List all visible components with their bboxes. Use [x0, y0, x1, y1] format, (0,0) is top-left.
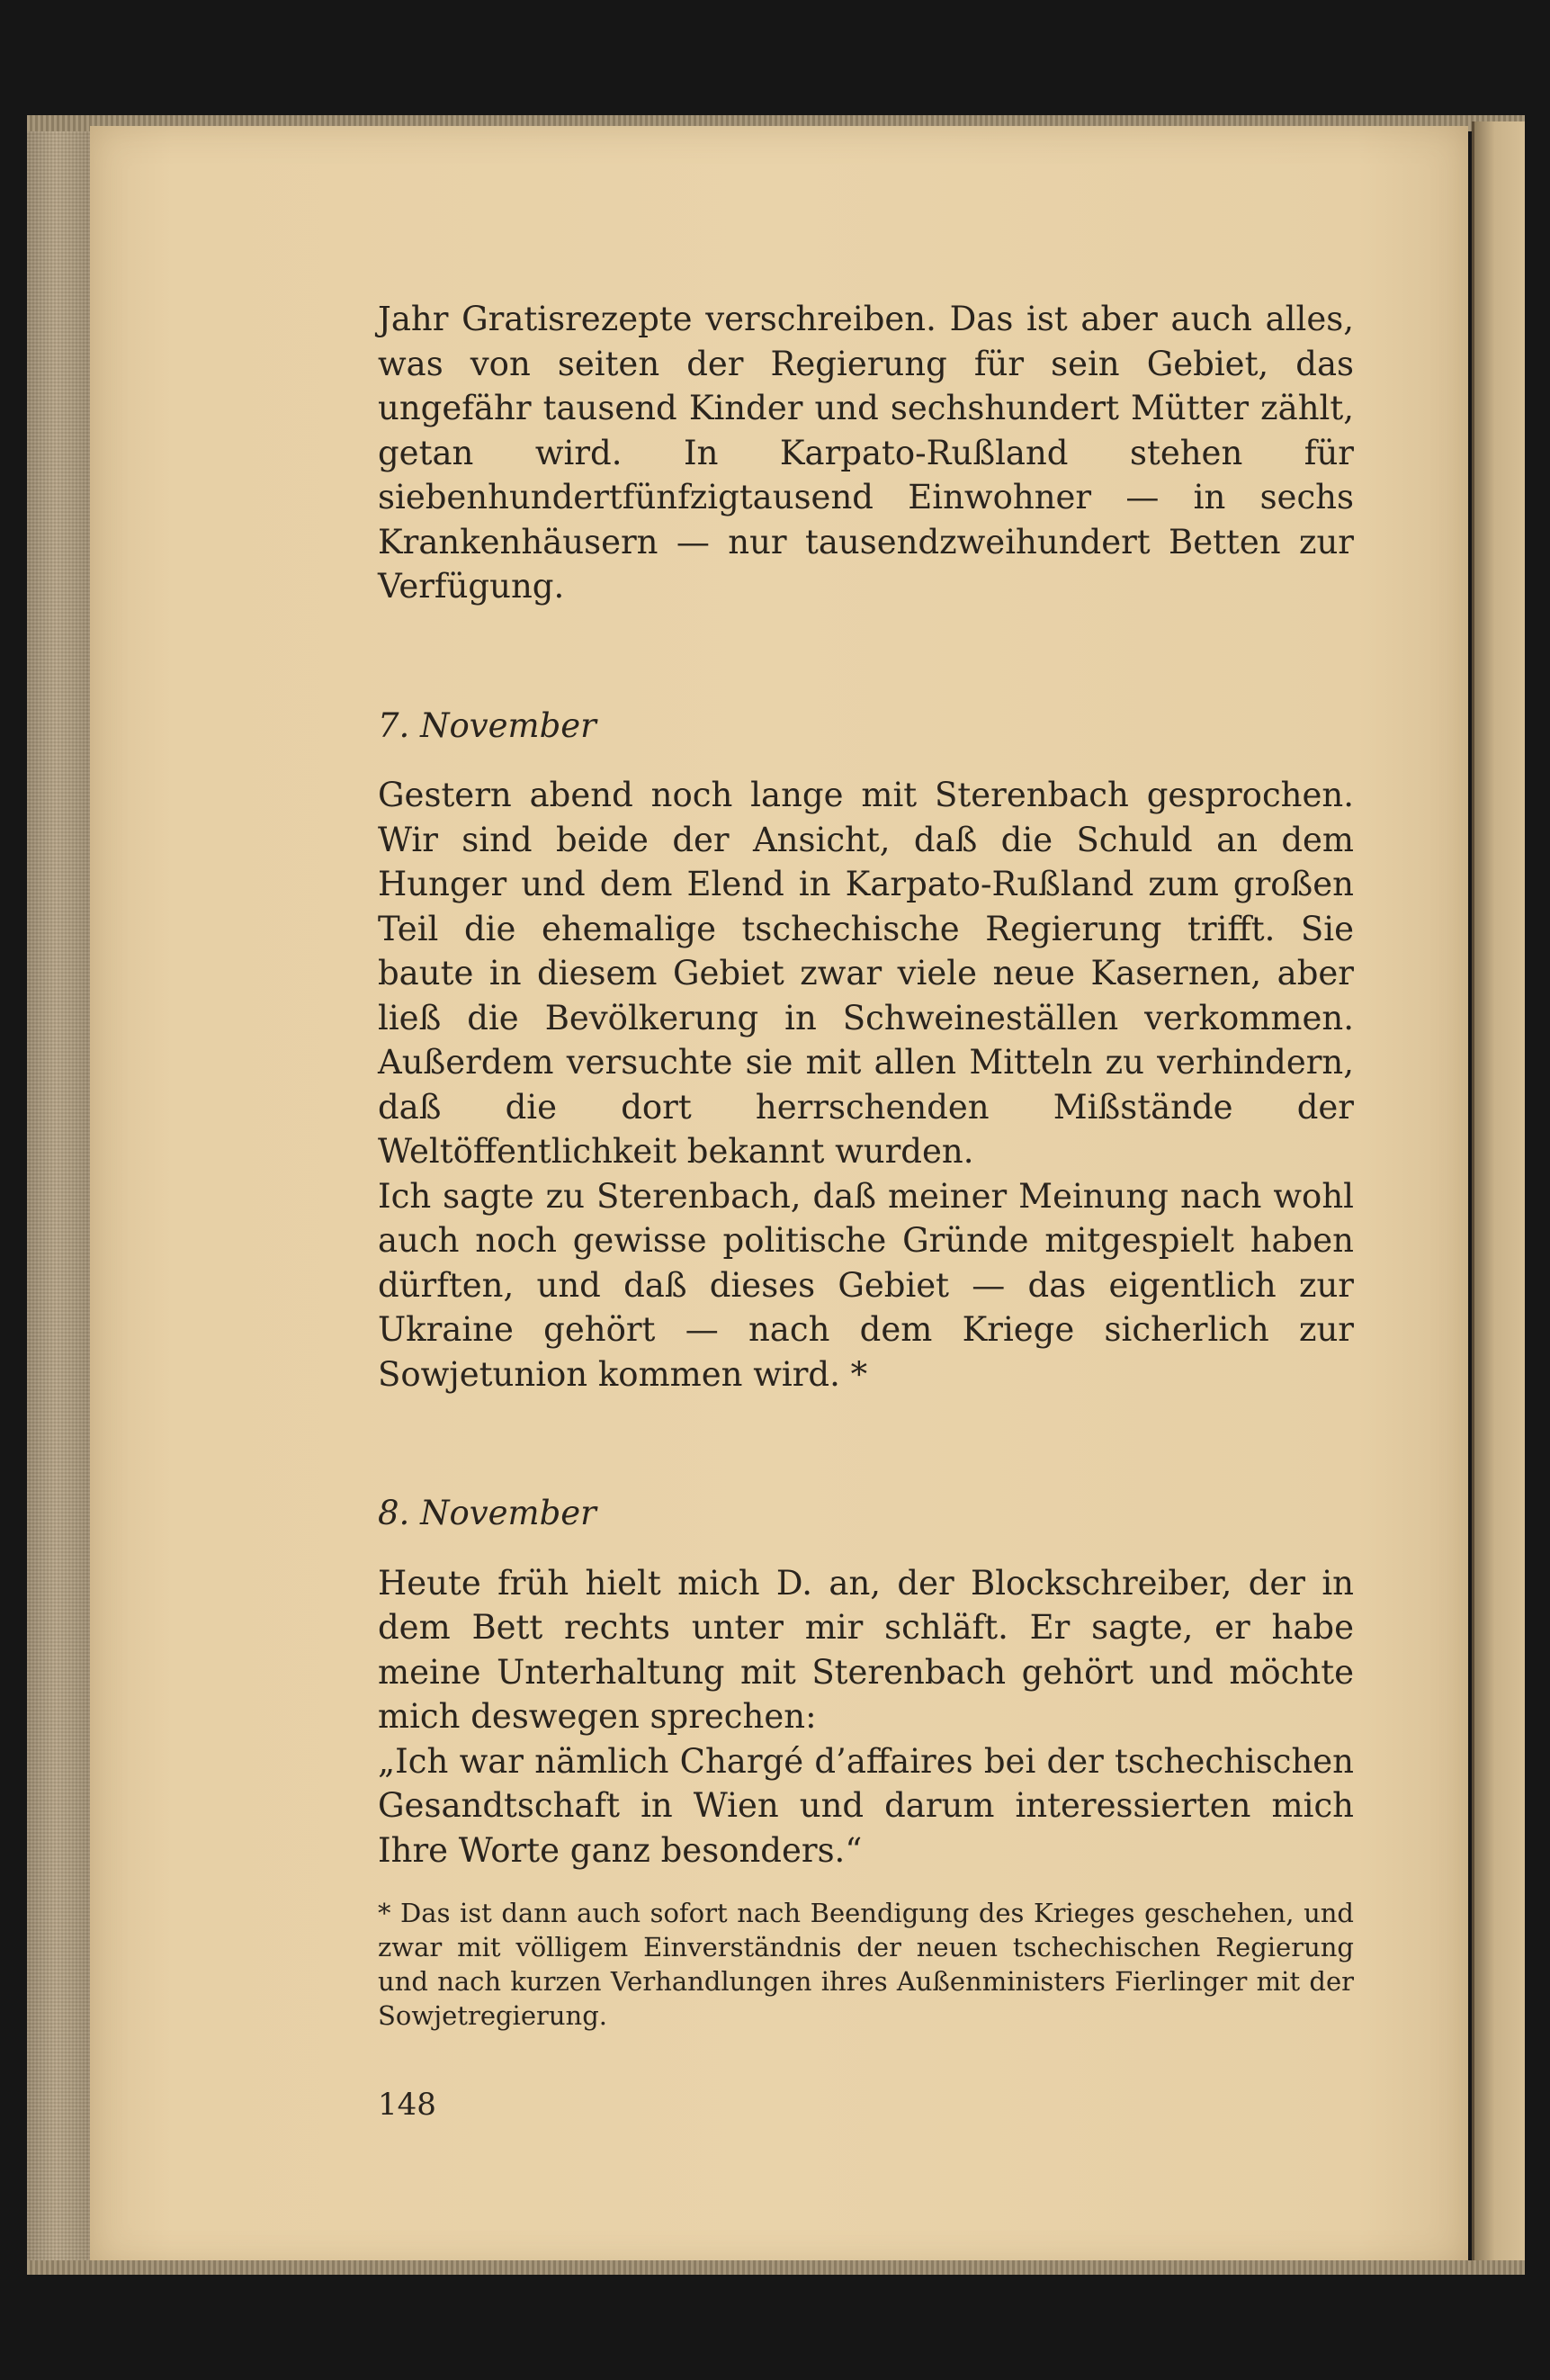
paragraph-4: Heute früh hielt mich D. an, der Blockschreiber, der in dem Bett rechts unter mir schläft. Er sagte, er habe meine Unterhaltung mit Sterenbach gehört und möchte mich deswegen sprechen: [378, 1563, 1354, 1736]
bottom-page-edge [27, 2260, 1525, 2275]
adjacent-page-edge [1472, 121, 1525, 2272]
date-heading-8-november: 8. November [378, 1494, 596, 1532]
page-text [378, 297, 1354, 2123]
paragraph-2: Gestern abend noch lange mit Sterenbach gesprochen. Wir sind beide der Ansicht, daß die Schuld an dem Hunger und dem Elend in Karpato-Rußland zum großen Teil die ehemalige tschechische Regierung trifft. Sie baute in diesem Gebiet zwar viele neue Kasernen, aber ließ die Bevölkerung in Schweineställen verkommen. Außerdem versuchte sie mit allen Mitteln zu verhindern, daß die dort herrschenden Mißstände der Weltöffentlichkeit bekannt wurden. [378, 776, 1354, 1171]
footnote: * Das ist dann auch sofort nach Beendigung des Krieges geschehen, und zwar mit völligem Einverständnis der neuen tschechischen Regierung und nach kurzen Verhandlungen ihres Außenministers Fierlinger mit der Sowjetregierung. [378, 1898, 1354, 2031]
book-binding [27, 121, 94, 2268]
page-number: 148 [378, 2087, 436, 2123]
date-heading-7-november: 7. November [378, 705, 596, 745]
paragraph-5: „Ich war nämlich Chargé d’affaires bei der tschechischen Gesandtschaft in Wien und darum interessierten mich Ihre Worte ganz besonders.“ [378, 1741, 1354, 1870]
paragraph-3: Ich sagte zu Sterenbach, daß meiner Meinung nach wohl auch noch gewisse politische Gründe mitgespielt haben dürften, und daß dieses Gebiet — das eigentlich zur Ukraine gehört — nach dem Kriege sicherlich zur Sowjetunion kommen wird. * [378, 1176, 1354, 1394]
paragraph-1: Jahr Gratisrezepte verschreiben. Das ist aber auch alles, was von seiten der Regierung für sein Gebiet, das ungefähr tausend Kinder und sechshundert Mütter zählt, getan wird. In Karpato-Rußland stehen für siebenhundertfünfzigtausend Einwohner — in sechs Krankenhäusern — nur tausendzweihundert Betten zur Verfügung. [378, 300, 1354, 606]
